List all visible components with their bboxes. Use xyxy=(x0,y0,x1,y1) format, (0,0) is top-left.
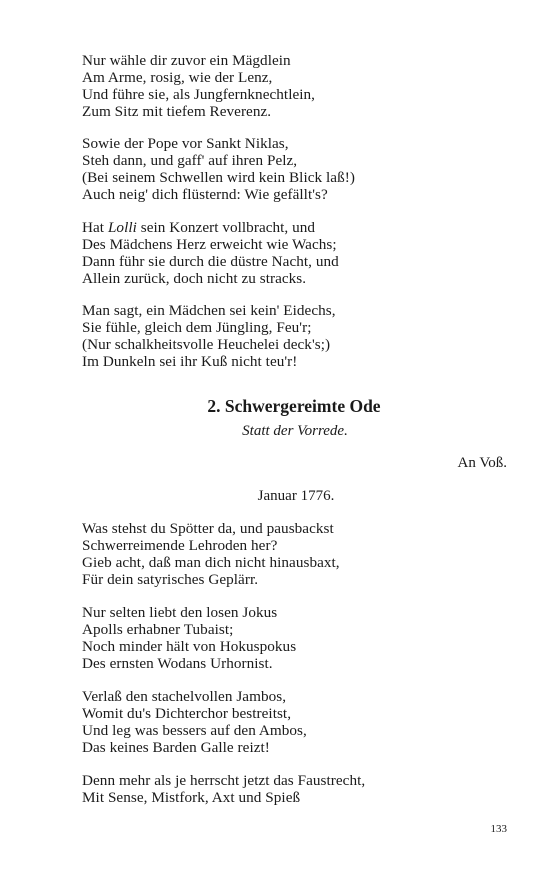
verse-text: Hat xyxy=(82,219,108,236)
verse-line: (Bei seinem Schwellen wird kein Blick laß!) xyxy=(82,169,355,186)
poem-date: Januar 1776. xyxy=(257,488,335,504)
verse-line: Mit Sense, Mistfork, Axt und Spieß xyxy=(82,789,301,806)
verse-line: Des ernsten Wodans Urhornist. xyxy=(82,655,273,672)
verse-line: (Nur schalkheitsvolle Heuchelei deck's;) xyxy=(82,336,331,353)
stanza-3 xyxy=(82,219,512,287)
verse-line: Das keines Barden Galle reizt! xyxy=(82,739,270,756)
stanza-2 xyxy=(82,135,512,203)
verse-line: Und leg was bessers auf den Ambos, xyxy=(82,722,307,739)
verse-line: Steh dann, und gaff' auf ihren Pelz, xyxy=(82,152,298,169)
verse-line: Nur selten liebt den losen Jokus xyxy=(82,604,278,621)
poem-subtitle: Statt der Vorrede. xyxy=(242,423,348,439)
verse-line: Dann führ sie durch die düstre Nacht, und xyxy=(82,253,339,270)
verse-line: Denn mehr als je herrscht jetzt das Faustrecht, xyxy=(82,772,366,789)
verse-line: Allein zurück, doch nicht zu stracks. xyxy=(82,270,307,287)
verse-line: Für dein satyrisches Geplärr. xyxy=(82,571,259,588)
verse-line: Sowie der Pope vor Sankt Niklas, xyxy=(82,135,289,152)
verse-line: Gieb acht, daß man dich nicht hinausbaxt, xyxy=(82,554,340,571)
verse-line: Noch minder hält von Hokuspokus xyxy=(82,638,297,655)
stanza-4 xyxy=(82,302,512,370)
verse-line: Apolls erhabner Tubaist; xyxy=(82,621,234,638)
page-number: 133 xyxy=(490,823,507,835)
verse-text: sein Konzert vollbracht, und xyxy=(136,219,316,236)
verse-line: Sie fühle, gleich dem Jüngling, Feu'r; xyxy=(82,319,312,336)
poem-title: 2. Schwergereimte Ode xyxy=(207,396,381,416)
italic-name: Lolli xyxy=(107,219,137,236)
verse-line: Man sagt, ein Mädchen sei kein' Eidechs, xyxy=(82,302,336,319)
stanza-5 xyxy=(82,520,512,588)
stanza-8 xyxy=(82,772,512,806)
verse-line: Und führe sie, als Jungfernknechtlein, xyxy=(82,86,316,103)
verse-line: Nur wähle dir zuvor ein Mägdlein xyxy=(82,52,291,69)
verse-line: Im Dunkeln sei ihr Kuß nicht teu'r! xyxy=(82,353,298,370)
verse-line: Womit du's Dichterchor bestreitst, xyxy=(82,705,292,722)
verse-line: Zum Sitz mit tiefem Reverenz. xyxy=(82,103,272,120)
verse-line: Auch neig' dich flüsternd: Wie gefällt's? xyxy=(82,186,328,203)
verse-line: Was stehst du Spötter da, und pausbackst xyxy=(82,520,334,537)
stanza-7 xyxy=(82,688,512,756)
verse-line: Verlaß den stachelvollen Jambos, xyxy=(82,688,287,705)
verse-line xyxy=(82,219,512,236)
stanza-1 xyxy=(82,52,512,120)
verse-line: Schwerreimende Lehroden her? xyxy=(82,537,278,554)
stanza-6 xyxy=(82,604,512,672)
verse-line: Des Mädchens Herz erweicht wie Wachs; xyxy=(82,236,337,253)
poem-dedication: An Voß. xyxy=(457,455,507,471)
verse-line: Am Arme, rosig, wie der Lenz, xyxy=(82,69,273,86)
